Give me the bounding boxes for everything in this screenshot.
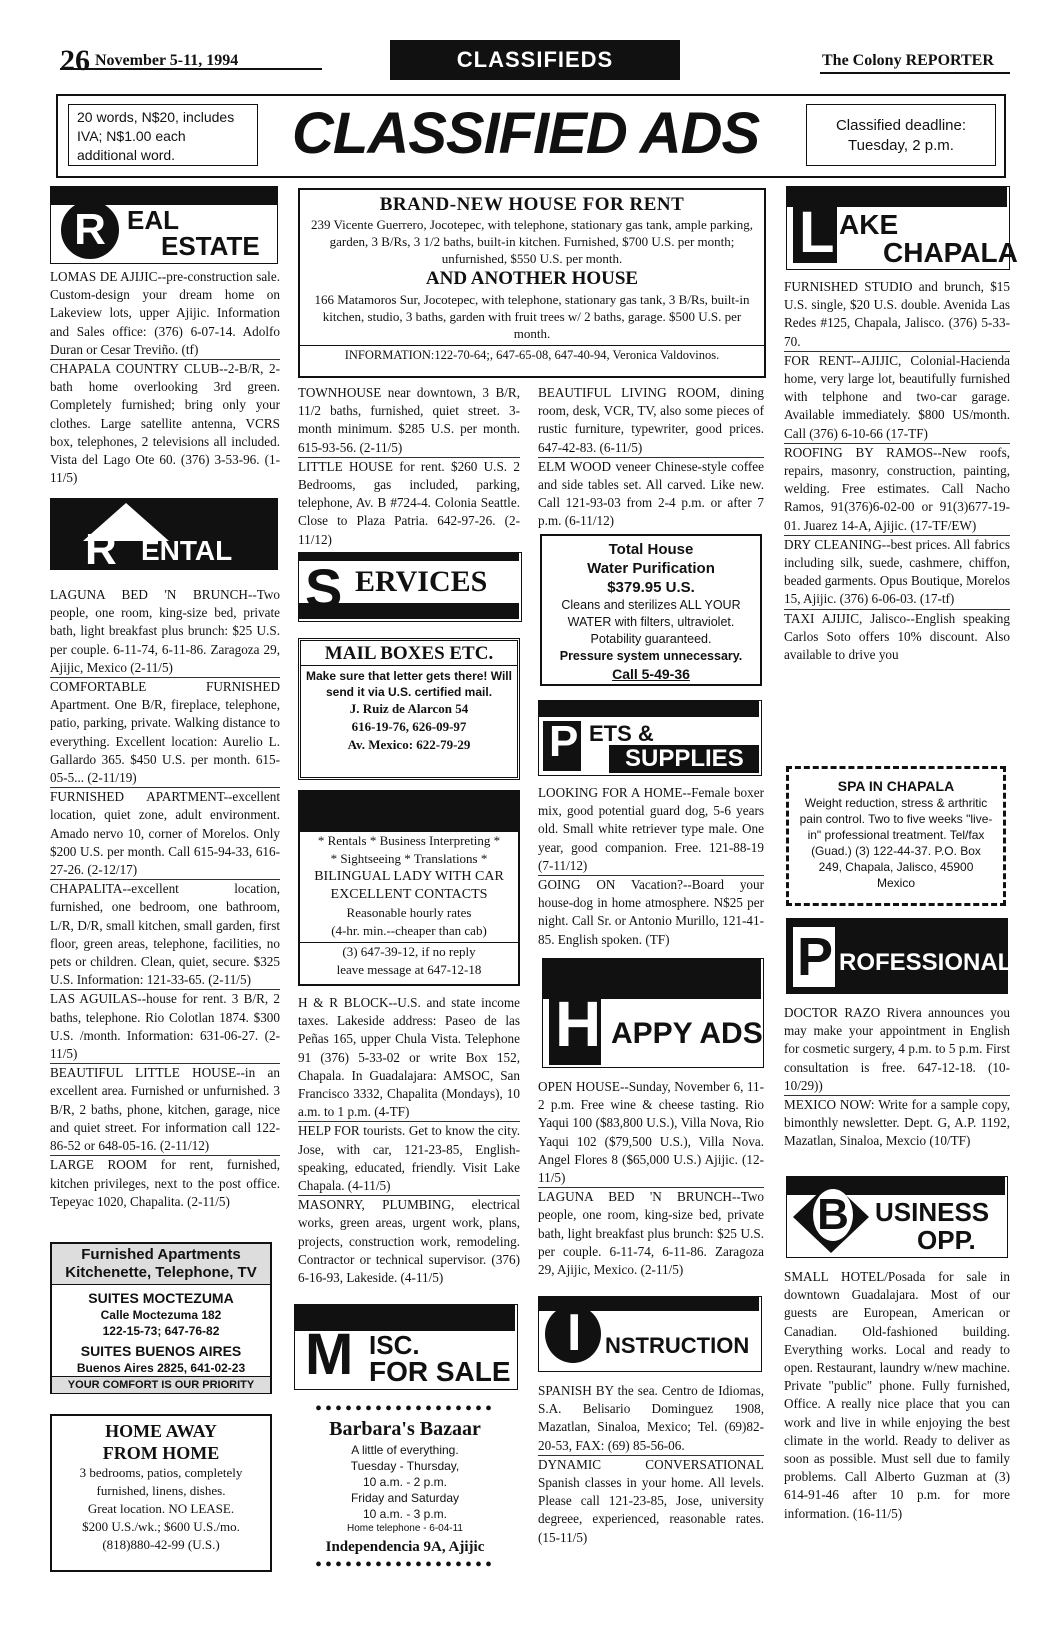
bazaar-line: Tuesday - Thursday, bbox=[350, 1459, 460, 1473]
pets-banner bbox=[538, 700, 762, 776]
misc-word2: FOR SALE bbox=[369, 1356, 511, 1387]
lake-word1: AKE bbox=[839, 209, 899, 240]
bilingual-line: leave message at 647-12-18 bbox=[336, 962, 482, 977]
suites-buenos-aires: SUITES BUENOS AIRES bbox=[80, 1343, 242, 1359]
pets-letter: P bbox=[549, 717, 579, 766]
home-away-line: (818)880-42-99 (U.S.) bbox=[102, 1537, 220, 1552]
spa-body: Weight reduction, stress & arthritic pain control. Two to five weeks "live-in" professional treatment. Tel/fax (Guad.) (3) 122-44-37. P.O. Box 249, Chapala, Jalisco, 45900 Mexico bbox=[799, 796, 993, 890]
suites-moctezuma-phone: 122-15-73; 647-76-82 bbox=[102, 1324, 220, 1338]
lake-chapala-ads bbox=[784, 278, 1010, 664]
list-item: ELM WOOD veneer Chinese-style coffee and side tables set. All carved. Like new. Call 121-93-03 from 2-4 p.m. or after 7 p.m. (6-11/12) bbox=[538, 458, 764, 529]
mail-boxes-line: Make sure that letter gets there! Will send it via U.S. certified mail. bbox=[306, 669, 512, 699]
paper-name: The Colony REPORTER bbox=[822, 52, 994, 69]
list-item: H & R BLOCK--U.S. and state income taxes. Lakeside address: Paseo de las Peñas 165, upper Chula Vista. Telephone 91 (376) 5-33-02 or write Box 152, Chapala. In Guadalajara: AMSOC, San Francisco 3332, Chapalita (Mondays), 10 a.m. to 1 p.m. (4-TF) bbox=[298, 994, 520, 1122]
list-item: GOING ON Vacation?--Board your house-dog in home atmosphere. N$25 per night. Call Sr. or Antonio Murillo, 121-41-85. English spoken. (TF) bbox=[538, 877, 764, 947]
masthead-rule bbox=[60, 68, 322, 70]
mail-boxes-ad bbox=[298, 638, 520, 780]
home-away-ad bbox=[50, 1414, 272, 1572]
deadline-time: Tuesday, 2 p.m. bbox=[848, 137, 954, 154]
list-item: ROOFING BY RAMOS--New roofs, repairs, masonry, construction, painting, welding. Free estimates. Call Nacho Ramos, 91(376)6-02-00 or 91(3)677-19-01. Juarez 14-A, Ajijic. (17-TF/EW) bbox=[784, 444, 1010, 536]
list-item: OPEN HOUSE--Sunday, November 6, 11-2 p.m. Free wine & cheese tasting. Rio Yaqui 100 ($83,800 U.S.), Villa Nova, Rio Yaqui 102 ($79,500 U.S.), Villa Nova. Angel Flores 8 ($65,000 U.S.) Ajijic. (12-11/5) bbox=[538, 1078, 764, 1188]
business-letter: B bbox=[813, 1189, 853, 1241]
business-word1: USINESS bbox=[875, 1197, 990, 1227]
list-item: DOCTOR RAZO Rivera announces you may make your appointment in English for cosmetic surgery, 4 p.m. to 5 p.m. First consultation is free. 647-12-18. (10-10/29)) bbox=[784, 1004, 1010, 1096]
business-opp-banner bbox=[786, 1176, 1008, 1258]
professionals-letter: P bbox=[797, 927, 834, 987]
bazaar-title: Barbara's Bazaar bbox=[329, 1418, 481, 1440]
lake-letter: L bbox=[799, 200, 835, 265]
list-item: FOR RENT--AJIJIC, Colonial-Hacienda home, very large lot, beautifully furnished with telphone and two-car garage. Available immediately. $800 US/month. Call (376) 6-10-66 (17-TF) bbox=[784, 352, 1010, 444]
rental-letter: R bbox=[85, 525, 117, 574]
spa-title: SPA IN CHAPALA bbox=[837, 778, 955, 794]
list-item: LAGUNA BED 'N BRUNCH--Two people, one room, king-size bed, private bath, light breakfast plus brunch: $25 U.S. per couple. 6-11-74, 6-11-86. Zaragoza 29, Ajijic, Mexico. (2-11/5) bbox=[538, 1189, 764, 1278]
bilingual-line: * Sightseeing * Translations * bbox=[330, 851, 488, 866]
price-info-box: 20 words, N$20, includes IVA; N$1.00 each additional word. bbox=[68, 104, 258, 166]
business-word2: OPP. bbox=[917, 1225, 976, 1255]
home-away-line: Great location. NO LEASE. bbox=[87, 1501, 235, 1516]
feature-body: 239 Vicente Guerrero, Jocotepec, with telephone, stationary gas tank, ample parking, garden, 3 B/Rs, 3 1/2 baths, built-in kitchen. Furnished, $700 U.S. per month; unfurnished, $550 U.S. per month. bbox=[311, 217, 753, 266]
list-item: COMFORTABLE FURNISHED Apartment. One B/R, fireplace, telephone, patio, parking, private. Walking distance to everything. Excellent location: Aurelio L. Gallardo 365. $450 U.S. per month. 615-05-5... (2-11/19) bbox=[50, 678, 280, 788]
list-item: FURNISHED APARTMENT--excellent location, quiet zone, adult environment. Amado nervo 10, corner of Morelos. Only $200 U.S. per month. Call 615-94-33, 616-27-26. (2-12/17) bbox=[50, 788, 280, 880]
list-item: LAGUNA BED 'N BRUNCH--Two people, one room, king-size bed, private bath, light breakfast plus brunch: $25 U.S. per couple. 6-11-74, 6-11-86. Zaragoza 29, Ajijic, Mexico (2-11/5) bbox=[50, 586, 280, 678]
happy-ads-banner bbox=[542, 958, 764, 1068]
list-item: DYNAMIC CONVERSATIONAL Spanish classes in your home. All levels. Please call 121-23-85, Jose, university degreee, experienced, reasonable rates. (15-11/5) bbox=[538, 1456, 764, 1545]
bilingual-line: (3) 647-39-12, if no reply bbox=[342, 944, 476, 959]
mail-boxes-line: J. Ruiz de Alarcon 54 bbox=[349, 701, 469, 716]
page-number: 26 bbox=[60, 44, 90, 77]
suites-moctezuma-address: Calle Moctezuma 182 bbox=[100, 1308, 222, 1322]
bazaar-line: Home telephone - 6-04-11 bbox=[347, 1523, 463, 1534]
happy-ads bbox=[538, 1078, 764, 1279]
list-item: CHAPALA COUNTRY CLUB--2-B/R, 2-bath home overlooking 3rd green. Completely furnished; bring only your clothes. Large satellite antenna, VCRS box, telephones, 2 televisions all included. Vista del Lago Ote 60. (376) 3-53-96. (1-11/5) bbox=[50, 361, 280, 486]
bilingual-line: BILINGUAL LADY WITH CAR bbox=[314, 869, 504, 884]
happy-letter: H bbox=[555, 988, 602, 1060]
list-item: LAS AGUILAS--house for rent. 3 B/R, 2 baths, telephone. Rio Colotlan 1874. $300 U.S. /month. Information: 631-06-27. (2-11/5) bbox=[50, 990, 280, 1064]
home-away-title2: FROM HOME bbox=[102, 1443, 220, 1463]
services-banner bbox=[298, 552, 522, 622]
slogan: YOUR COMFORT IS OUR PRIORITY bbox=[52, 1376, 270, 1393]
instruction-word: NSTRUCTION bbox=[605, 1333, 750, 1358]
lake-chapala-banner bbox=[786, 186, 1018, 270]
list-item: CHAPALITA--excellent location, furnished, one bedroom, one bathroom, L/R, D/R, small kitchen, small garden, first floor, green areas, telephone, facilities, no pets or children. Clean, quiet, secure. $325 U.S. Information: 121-33-65. (2-11/5) bbox=[50, 880, 280, 990]
home-away-title: HOME AWAY bbox=[105, 1421, 217, 1441]
water-phone: Call 5-49-36 bbox=[612, 666, 690, 682]
list-item: LOOKING FOR A HOME--Female boxer mix, good potential guard dog, 5-6 years old. Small white retriever type male. One year, good companion. Free. 121-88-19 (7-11/12) bbox=[538, 784, 764, 876]
rental-word: ENTAL bbox=[141, 535, 233, 566]
bilingual-line: Reasonable hourly rates bbox=[346, 905, 472, 920]
water-price: $379.95 U.S. bbox=[607, 579, 695, 596]
home-away-line: 3 bedrooms, patios, completely bbox=[79, 1465, 243, 1480]
misc-for-sale-banner bbox=[294, 1304, 518, 1390]
feature-title: BRAND-NEW HOUSE FOR RENT bbox=[379, 194, 685, 215]
list-item: SPANISH BY the sea. Centro de Idiomas, S.A. Belisario Dominguez 1908, Mazatlan, Sinaloa, Mexico; Tel. (69)82-20-53, FAX: (69) 85-56-06. bbox=[538, 1382, 764, 1456]
list-item: TOWNHOUSE near downtown, 3 B/R, 11/2 baths, furnished, quiet street. 3-month minimum. $285 U.S. per month. 615-93-56. (2-11/5) bbox=[298, 384, 520, 458]
page-title: CLASSIFIED ADS bbox=[292, 101, 760, 166]
real-estate-word2: ESTATE bbox=[161, 231, 260, 261]
instruction-banner bbox=[538, 1296, 762, 1372]
suites-moctezuma: SUITES MOCTEZUMA bbox=[88, 1290, 234, 1306]
feature-body2: 166 Matamoros Sur, Jocotepec, with telephone, stationary gas tank, 3 B/Rs, built-in kitchen, studio, 3 baths, garden with fruit trees w/ 2 baths, garage. $500 U.S. per month. bbox=[314, 292, 750, 341]
brand-new-house-ad bbox=[298, 188, 766, 378]
list-item: SMALL HOTEL/Posada for sale in downtown Guadalajara. Most of our guests are European, American or Canadian. Old-fashioned building. Everything works. Local and ready to open. Restaurant, laundry w/new machine. Private "public" phone. Fully furnished, Office. A really nice place that you can work and live in while enjoying the best climate in the world. Ready to deliver as soon as possible. Must sell due to family problems. Call Alberto Guzman at (3) 614-91-46 after 10 p.m. for more information. (16-11/5) bbox=[784, 1269, 1010, 1521]
list-item: BEAUTIFUL LITTLE HOUSE--in an excellent area. Furnished or unfurnished. 3 B/R, 2 baths, phone, kitchen, garage, nice and quiet street. For information call 122-86-52 or 648-05-16. (2-11/12) bbox=[50, 1064, 280, 1156]
suites-buenos-aires-address: Buenos Aires 2825, 641-02-23 bbox=[76, 1361, 246, 1375]
furnished-title: Furnished Apartments bbox=[81, 1246, 241, 1263]
instruction-letter: I bbox=[567, 1304, 582, 1362]
bazaar-line: 10 a.m. - 2 p.m. bbox=[362, 1475, 448, 1489]
misc-ads bbox=[538, 384, 764, 531]
mail-boxes-line: 616-19-76, 626-09-97 bbox=[351, 719, 467, 734]
list-item: MASONRY, PLUMBING, electrical works, green areas, urgent work, plans, projects, construction work, remodeling. Contractor or technical supervisor. (376) 6-16-93, Lakeside. (4-11/5) bbox=[298, 1197, 520, 1286]
mail-boxes-line: Av. Mexico: 622-79-29 bbox=[347, 737, 471, 752]
list-item: FURNISHED STUDIO and brunch, $15 U.S. single, $20 U.S. double. Avenida Las Redes #125, Chapala, Jalisco. (376) 5-33-70. bbox=[784, 278, 1010, 352]
water-line: Total House bbox=[608, 541, 694, 558]
home-away-line: $200 U.S./wk.; $600 U.S./mo. bbox=[82, 1519, 240, 1534]
list-item: LITTLE HOUSE for rent. $260 U.S. 2 Bedrooms, gas included, parking, telephone, Av. B #724-4. Colonia Seattle. Close to Plaza Patria. 642-97-26. (2-11/12) bbox=[298, 458, 520, 547]
professionals-banner bbox=[786, 918, 1029, 994]
water-line: Pressure system unnecessary. bbox=[559, 649, 743, 663]
dot-border: •••••••••••••••••• bbox=[314, 1398, 496, 1420]
bilingual-lady-ad bbox=[298, 790, 520, 986]
water-line: Water Purification bbox=[587, 560, 715, 577]
list-item: MEXICO NOW: Write for a sample copy, bimonthly newsletter. Dept. G, A.P. 1192, Mazatlan, Sinaloa, Mexcio (10/TF) bbox=[784, 1097, 1010, 1149]
barbaras-bazaar-ad bbox=[294, 1398, 516, 1582]
deadline-label: Classified deadline: bbox=[835, 117, 967, 134]
section-tag: CLASSIFIEDS bbox=[390, 40, 680, 80]
services-word: ERVICES bbox=[355, 565, 488, 598]
services-ads bbox=[298, 994, 520, 1287]
bazaar-line: 10 a.m. - 3 p.m. bbox=[362, 1507, 448, 1521]
home-away-line: furnished, linens, dishes. bbox=[96, 1483, 226, 1498]
instruction-ads bbox=[538, 1382, 764, 1547]
list-item: BEAUTIFUL LIVING ROOM, dining room, desk, VCR, TV, also some pieces of rustic furniture, typewriter, good prices. 647-42-83. (6-11/5) bbox=[538, 384, 764, 458]
business-ads bbox=[784, 1268, 1010, 1523]
spa-chapala-ad bbox=[786, 766, 1006, 906]
feature-info: INFORMATION:122-70-64;, 647-65-08, 647-40-94, Veronica Valdovinos. bbox=[300, 345, 764, 364]
list-item: HELP FOR tourists. Get to know the city. Jose, with car, 121-23-85, English-speaking, educated, friendly. Visit Lake Chapala. (4-11/5) bbox=[298, 1122, 520, 1196]
water-line: Cleans and sterilizes ALL YOUR WATER with filters, ultraviolet. bbox=[561, 598, 741, 629]
water-line: Potability guaranteed. bbox=[590, 632, 712, 646]
pets-ads bbox=[538, 784, 764, 949]
services-letter: S bbox=[305, 557, 343, 620]
masthead-rule-right bbox=[820, 72, 1010, 74]
professionals-word: ROFESSIONALS bbox=[839, 949, 1029, 976]
bazaar-line: A little of everything. bbox=[351, 1443, 459, 1457]
furnished-apartments-ad bbox=[50, 1242, 272, 1394]
rental-ads bbox=[50, 586, 280, 1211]
bilingual-line: * Rentals * Business Interpreting * bbox=[317, 833, 501, 848]
water-purification-ad bbox=[540, 534, 762, 686]
pets-word2: SUPPLIES bbox=[625, 745, 744, 772]
bazaar-address: Independencia 9A, Ajijic bbox=[325, 1539, 485, 1555]
furnished-subtitle: Kitchenette, Telephone, TV bbox=[65, 1264, 257, 1281]
mail-boxes-title: MAIL BOXES ETC. bbox=[301, 643, 517, 666]
col2-rental-ads bbox=[298, 384, 520, 549]
deadline-box bbox=[806, 104, 996, 166]
real-estate-banner bbox=[50, 186, 278, 264]
list-item: TAXI AJIJIC, Jalisco--English speaking Carlos Soto offers 10% discount. Also available to drive you bbox=[784, 610, 1010, 663]
professionals-ads bbox=[784, 1004, 1010, 1151]
rental-banner bbox=[50, 498, 278, 574]
pets-word1: ETS & bbox=[589, 721, 654, 746]
real-estate-ads bbox=[50, 268, 280, 487]
issue-date: November 5-11, 1994 bbox=[95, 52, 239, 69]
happy-word: APPY ADS bbox=[611, 1017, 763, 1050]
list-item: DRY CLEANING--best prices. All fabrics including silk, suede, cashmere, chiffon, beaded garments. Opus Boutique, Morelos 15, Ajijic. (376) 6-06-03. (17-tf) bbox=[784, 536, 1010, 610]
lake-word2: CHAPALA bbox=[883, 237, 1018, 268]
bilingual-line: EXCELLENT CONTACTS bbox=[330, 887, 488, 902]
real-estate-word1: EAL bbox=[127, 205, 179, 235]
dot-border: •••••••••••••••••• bbox=[314, 1554, 496, 1576]
misc-letter: M bbox=[305, 1322, 354, 1387]
misc-word1: ISC. bbox=[369, 1330, 420, 1360]
list-item: LARGE ROOM for rent, furnished, kitchen privileges, next to the post office. Tepeyac 1020, Chapalita. (2-11/5) bbox=[50, 1157, 280, 1209]
list-item: LOMAS DE AJIJIC--pre-construction sale. Custom-design your dream home on Lakeview lots, upper Ajijic. Information and Sales office: (376) 6-07-14. Adolfo Duran or Cesar Treviño. (tf) bbox=[50, 268, 280, 360]
real-estate-letter: R bbox=[61, 201, 119, 259]
bilingual-line: (4-hr. min.--cheaper than cab) bbox=[300, 922, 518, 943]
bazaar-line: Friday and Saturday bbox=[350, 1491, 460, 1505]
feature-title2: AND ANOTHER HOUSE bbox=[425, 268, 639, 289]
